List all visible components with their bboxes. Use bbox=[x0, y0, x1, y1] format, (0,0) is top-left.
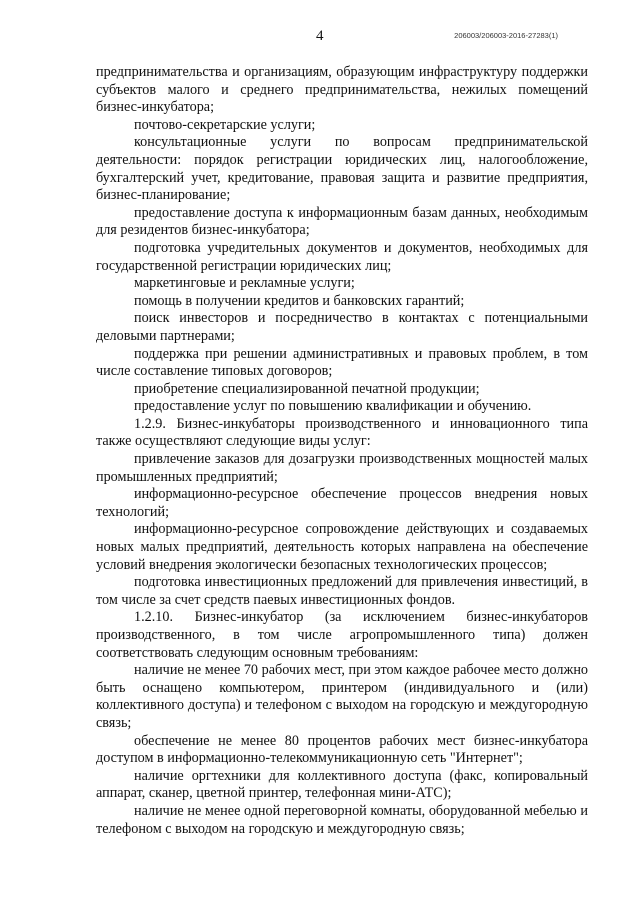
paragraph: привлечение заказов для дозагрузки производственных мощностей малых промышленных предприятий; bbox=[96, 451, 588, 485]
paragraph: приобретение специализированной печатной продукции; bbox=[134, 380, 480, 397]
section-paragraph: 1.2.10. Бизнес-инкубатор (за исключением бизнес-инкубаторов производственного, в том числе агропромышленного типа) должен соответствовать следующим основным требованиям: bbox=[96, 609, 588, 661]
paragraph: консультационные услуги по вопросам предпринимательской деятельности: порядок регистрации юридических лиц, налогообложение, бухгалтерский учет, кредитование, правовая защита и развитие предприятия, бизнес-планирование; bbox=[96, 134, 588, 204]
section-paragraph: 1.2.9. Бизнес-инкубаторы производственного и инновационного типа также осуществляют следующие виды услуг: bbox=[96, 415, 588, 450]
paragraph: предпринимательства и организациям, образующим инфраструктуру поддержки субъектов малого и среднего предпринимательства, нежилых помещений бизнес-инкубатора; bbox=[96, 64, 588, 116]
paragraph: наличие оргтехники для коллективного доступа (факс, копировальный аппарат, сканер, цветной принтер, телефонная мини-АТС); bbox=[96, 767, 588, 802]
paragraph: почтово-секретарские услуги; bbox=[134, 116, 316, 133]
document-id: 206003/206003-2016-27283(1) bbox=[454, 31, 558, 40]
page-number: 4 bbox=[316, 28, 324, 44]
paragraph: поиск инвесторов и посредничество в контактах с потенциальными деловыми партнерами; bbox=[96, 310, 588, 344]
paragraph: информационно-ресурсное обеспечение процессов внедрения новых технологий; bbox=[96, 486, 588, 520]
paragraph: наличие не менее одной переговорной комнаты, оборудованной мебелью и телефоном с выходом на городскую и междугородную связь; bbox=[96, 802, 588, 837]
paragraph: наличие не менее 70 рабочих мест, при этом каждое рабочее место должно быть оснащено компьютером, принтером (индивидуального и (или) коллективного доступа) и телефоном с выходом на городскую и междугородную связь; bbox=[96, 662, 588, 731]
document-body bbox=[96, 64, 588, 838]
paragraph: помощь в получении кредитов и банковских гарантий; bbox=[134, 292, 465, 309]
paragraph: подготовка инвестиционных предложений для привлечения инвестиций, в том числе за счет средств паевых инвестиционных фондов. bbox=[96, 574, 588, 608]
paragraph: подготовка учредительных документов и документов, необходимых для государственной регистрации юридических лиц; bbox=[96, 239, 588, 274]
paragraph: обеспечение не менее 80 процентов рабочих мест бизнес-инкубатора доступом в информационно-телекоммуникационную сеть "Интернет"; bbox=[96, 732, 588, 767]
paragraph: маркетинговые и рекламные услуги; bbox=[134, 275, 355, 292]
paragraph: предоставление услуг по повышению квалификации и обучению. bbox=[134, 398, 532, 415]
paragraph: информационно-ресурсное сопровождение действующих и создаваемых новых малых предприятий, деятельность которых направлена на обеспечение условий внедрения экологически безопасных технологических процессов; bbox=[96, 521, 588, 573]
paragraph: поддержка при решении административных и правовых проблем, в том числе составление типовых договоров; bbox=[96, 345, 588, 380]
paragraph: предоставление доступа к информационным базам данных, необходимым для резидентов бизнес-инкубатора; bbox=[96, 204, 588, 239]
